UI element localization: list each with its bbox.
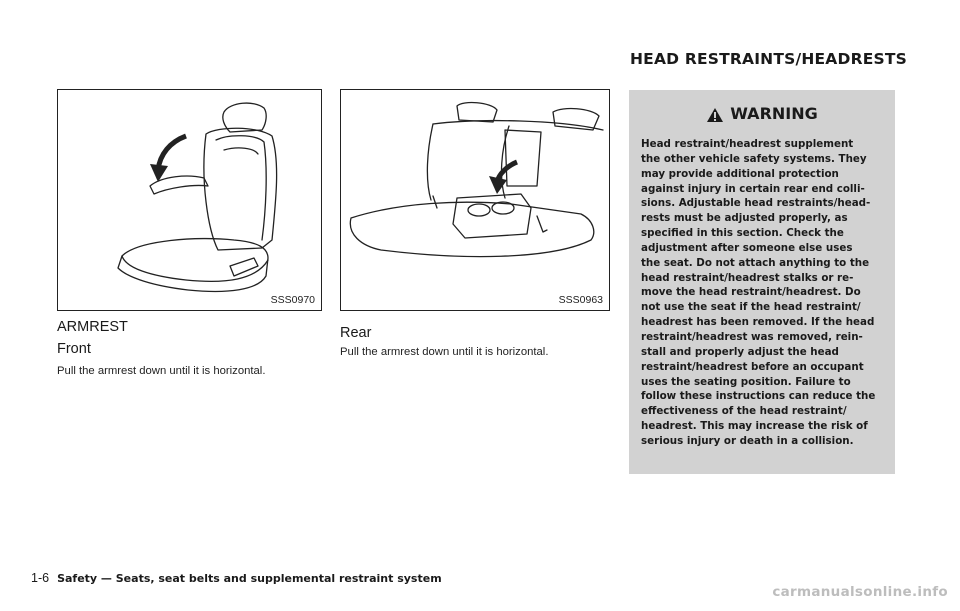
warning-line: headrest. This may increase the risk of <box>641 420 868 433</box>
warning-line: rests must be adjusted properly, as <box>641 212 848 225</box>
warning-line: stall and properly adjust the head <box>641 345 839 358</box>
warning-header <box>629 104 895 123</box>
warning-line: serious injury or death in a collision. <box>641 434 854 447</box>
front-seat-illustration <box>58 90 321 310</box>
warning-title: WARNING <box>730 104 818 123</box>
warning-line: the other vehicle safety systems. They <box>641 152 867 165</box>
warning-line: headrest has been removed. If the head <box>641 316 875 329</box>
warning-line: against injury in certain rear end colli- <box>641 182 865 195</box>
warning-line: move the head restraint/headrest. Do <box>641 286 861 299</box>
section-title: HEAD RESTRAINTS/HEADRESTS <box>630 50 907 68</box>
warning-line: uses the seating position. Failure to <box>641 375 851 388</box>
rear-armrest-figure <box>340 89 610 311</box>
rear-heading: Rear <box>340 325 372 341</box>
warning-line: head restraint/headrest stalks or re- <box>641 271 854 284</box>
figure-code-front: SSS0970 <box>270 294 315 306</box>
front-armrest-figure <box>57 89 322 311</box>
page-footer <box>31 571 442 585</box>
front-instruction: Pull the armrest down until it is horizontal. <box>57 365 266 377</box>
warning-triangle-icon <box>706 107 724 123</box>
figure-code-rear: SSS0963 <box>558 294 603 306</box>
warning-text <box>641 137 883 449</box>
warning-line: specified in this section. Check the <box>641 227 844 240</box>
watermark: carmanualsonline.info <box>772 584 948 600</box>
rear-seat-illustration <box>341 90 609 310</box>
warning-line: not use the seat if the head restraint/ <box>641 301 861 314</box>
front-heading: Front <box>57 341 91 357</box>
warning-line: adjustment after someone else uses <box>641 241 853 254</box>
chapter-title: Safety — Seats, seat belts and supplemental restraint system <box>57 572 442 585</box>
page-number: 1-6 <box>31 571 50 585</box>
rear-instruction: Pull the armrest down until it is horizontal. <box>340 346 549 358</box>
warning-line: effectiveness of the head restraint/ <box>641 405 847 418</box>
warning-line: may provide additional protection <box>641 167 839 180</box>
warning-line: restraint/headrest before an occupant <box>641 360 864 373</box>
warning-line: Head restraint/headrest supplement <box>641 138 854 150</box>
warning-line: follow these instructions can reduce the <box>641 390 876 403</box>
warning-box <box>629 90 895 474</box>
warning-line: the seat. Do not attach anything to the <box>641 256 870 269</box>
warning-line: sions. Adjustable head restraints/head- <box>641 197 871 210</box>
armrest-heading: ARMREST <box>57 319 128 335</box>
warning-line: restraint/headrest was removed, rein- <box>641 330 863 343</box>
